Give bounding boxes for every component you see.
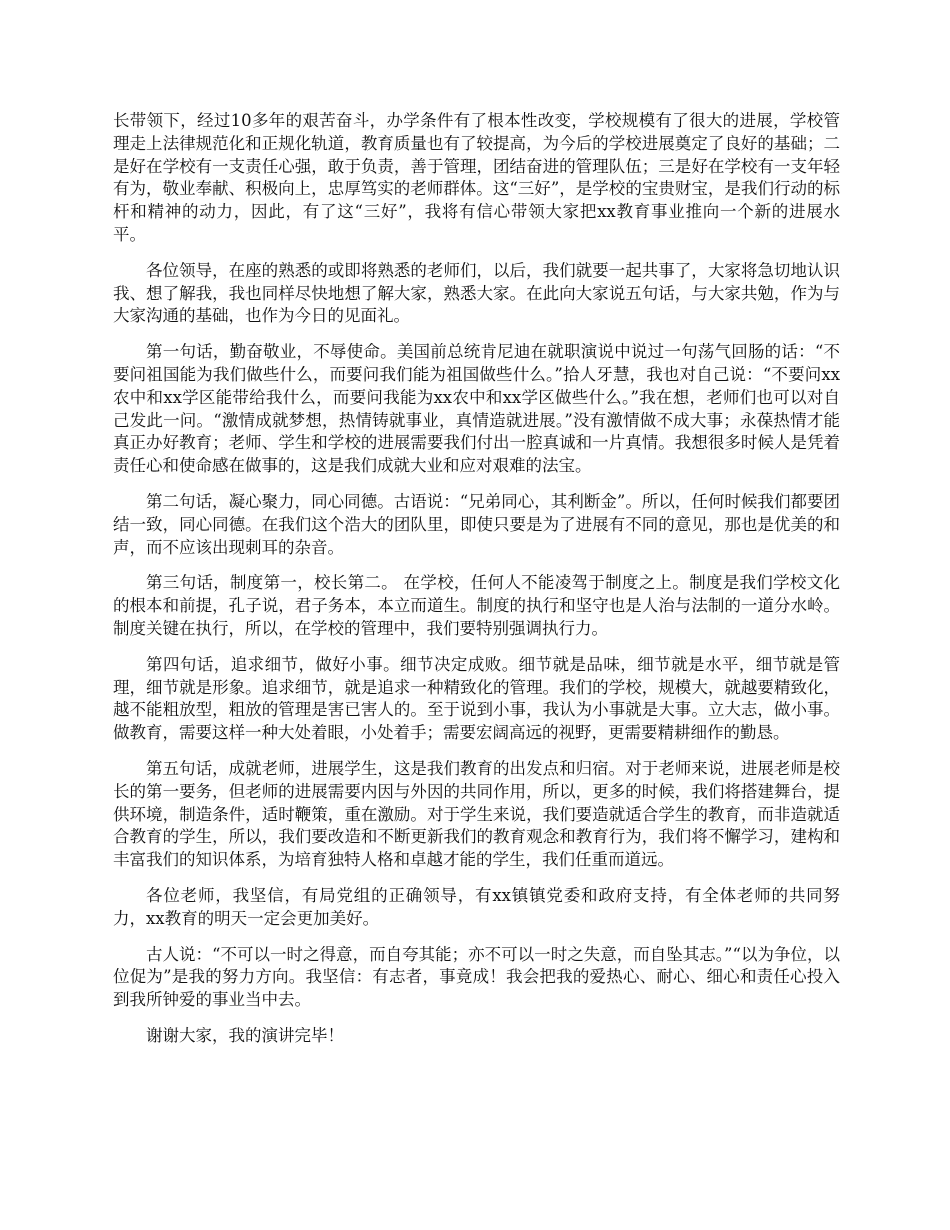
- paragraph-3: 第一句话，勤奋敬业，不辱使命。美国前总统肯尼迪在就职演说中说过一句荡气回肠的话：“不要问祖国能为我们做些什么，而要问我们能为祖国做些什么。”拾人牙慧，我也对自己说：“不要问xx农中和xx学区能带给我什么，而要问我能为xx农中和xx学区做些什么。”我在想，老师们也可以对自己发此一问。“激情成就梦想，热情铸就事业，真情造就进展。”没有激情做不成大事；永葆热情才能真正办好教育；老师、学生和学校的进展需要我们付出一腔真诚和一片真情。我想很多时候人是凭着责任心和使命感在做事的，这是我们成就大业和应对艰难的法宝。: [113, 342, 840, 476]
- document-body: [113, 110, 840, 1061]
- paragraph-6: 第四句话，追求细节，做好小事。细节决定成败。细节就是品味，细节就是水平，细节就是管理，细节就是形象。追求细节，就是追求一种精致化的管理。我们的学校，规模大，就越要精致化，越不能粗放型，粗放的管理是害已害人的。至于说到小事，我认为小事就是大事。立大志，做小事。做教育，需要这样一种大处着眼，小处着手；需要宏阔高远的视野，更需要精耕细作的勤恳。: [113, 654, 840, 743]
- paragraph-10: 谢谢大家，我的演讲完毕！: [146, 1025, 344, 1045]
- paragraph-9: 古人说：“不可以一时之得意，而自夸其能；亦不可以一时之失意，而自坠其志。”“以为争位，以位促为”是我的努力方向。我坚信：有志者，事竟成！我会把我的爱热心、耐心、细心和责任心投入到我所钟爱的事业当中去。: [113, 944, 840, 1010]
- paragraph-4: 第二句话，凝心聚力，同心同德。古语说：“兄弟同心，其利断金”。所以，任何时候我们都要团结一致，同心同德。在我们这个浩大的团队里，即使只要是为了进展有不同的意见，那也是优美的和声，而不应该出现刺耳的杂音。: [113, 491, 840, 557]
- paragraph-7: 第五句话，成就老师，进展学生，这是我们教育的出发点和归宿。对于老师来说，进展老师是校长的第一要务，但老师的进展需要内因与外因的共同作用，所以，更多的时候，我们将搭建舞台，提供环境，制造条件，适时鞭策，重在激励。对于学生来说，我们要造就适合学生的教育，而非造就适合教育的学生，所以，我们要改造和不断更新我们的教育观念和教育行为，我们将不懈学习，建构和丰富我们的知识体系，为培育独特人格和卓越才能的学生，我们任重而道远。: [113, 758, 840, 870]
- paragraph-2: 各位领导，在座的熟悉的或即将熟悉的老师们，以后，我们就要一起共事了，大家将急切地认识我、想了解我，我也同样尽快地想了解大家，熟悉大家。在此向大家说五句话，与大家共勉，作为与大家沟通的基础，也作为今日的见面礼。: [113, 260, 840, 326]
- paragraph-5: 第三句话，制度第一，校长第二。 在学校，任何人不能凌驾于制度之上。制度是我们学校文化的根本和前提，孔子说，君子务本，本立而道生。制度的执行和坚守也是人治与法制的一道分水岭。制度关键在执行，所以，在学校的管理中，我们要特别强调执行力。: [113, 573, 840, 638]
- paragraph-1: 长带领下，经过10多年的艰苦奋斗，办学条件有了根本性改变，学校规模有了很大的进展，学校管理走上法律规范化和正规化轨道，教育质量也有了较提高，为今后的学校进展奠定了良好的基础；二是好在学校有一支责任心强，敢于负责，善于管理，团结奋进的管理队伍；三是好在学校有一支年轻有为，敬业奉献、积极向上，忠厚笃实的老师群体。这“三好”，是学校的宝贵财宝，是我们行动的标杆和精神的动力，因此，有了这“三好”，我将有信心带领大家把xx教育事业推向一个新的进展水平。: [113, 111, 840, 244]
- paragraph-8: 各位老师，我坚信，有局党组的正确领导，有xx镇镇党委和政府支持，有全体老师的共同努力，xx教育的明天一定会更加美好。: [113, 885, 840, 928]
